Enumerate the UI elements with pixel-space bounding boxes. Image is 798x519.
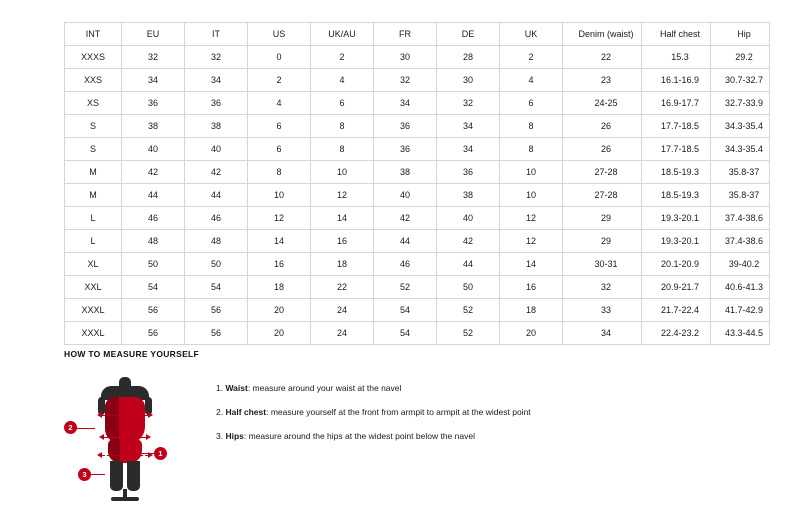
cell-us: 18 <box>248 276 311 299</box>
table-row <box>65 69 770 92</box>
cell-it: 44 <box>185 184 248 207</box>
column-header-fr: FR <box>374 23 437 46</box>
table-row <box>65 276 770 299</box>
cell-hip: 37.4-38.6 <box>711 207 770 230</box>
cell-fr: 32 <box>374 69 437 92</box>
cell-hip: 32.7-33.9 <box>711 92 770 115</box>
table-row <box>65 253 770 276</box>
cell-denim-waist: 29 <box>563 230 642 253</box>
cell-us: 20 <box>248 322 311 345</box>
cell-eu: 48 <box>122 230 185 253</box>
how-to-measure-section <box>64 349 744 503</box>
cell-hip: 34.3-35.4 <box>711 115 770 138</box>
cell-denim-waist: 24-25 <box>563 92 642 115</box>
waist-arrow-left-icon <box>99 434 104 440</box>
cell-uk-au: 4 <box>311 69 374 92</box>
column-header-int: INT <box>65 23 122 46</box>
cell-de: 42 <box>437 230 500 253</box>
cell-eu: 44 <box>122 184 185 207</box>
cell-half-chest: 16.9-17.7 <box>642 92 711 115</box>
cell-de: 34 <box>437 115 500 138</box>
cell-denim-waist: 26 <box>563 138 642 161</box>
waist-measure-line <box>104 437 146 438</box>
cell-it: 56 <box>185 322 248 345</box>
note-waist-text: : measure around your waist at the navel <box>247 383 402 393</box>
chest-arrow-left-icon <box>97 412 102 418</box>
cell-fr: 34 <box>374 92 437 115</box>
cell-hip: 29.2 <box>711 46 770 69</box>
cell-uk-au: 24 <box>311 322 374 345</box>
cell-int: XXXS <box>65 46 122 69</box>
cell-us: 0 <box>248 46 311 69</box>
size-table-container <box>64 22 764 345</box>
cell-int: XXS <box>65 69 122 92</box>
cell-de: 28 <box>437 46 500 69</box>
cell-eu: 36 <box>122 92 185 115</box>
cell-it: 34 <box>185 69 248 92</box>
table-row <box>65 299 770 322</box>
cell-half-chest: 21.7-22.4 <box>642 299 711 322</box>
cell-hip: 35.8-37 <box>711 184 770 207</box>
cell-it: 50 <box>185 253 248 276</box>
cell-eu: 34 <box>122 69 185 92</box>
cell-de: 32 <box>437 92 500 115</box>
chest-arrow-right-icon <box>148 412 153 418</box>
cell-int: XXL <box>65 276 122 299</box>
note-hips-term: Hips <box>225 431 244 442</box>
cell-int: L <box>65 207 122 230</box>
cell-eu: 54 <box>122 276 185 299</box>
column-header-us: US <box>248 23 311 46</box>
cell-eu: 56 <box>122 299 185 322</box>
column-header-de: DE <box>437 23 500 46</box>
cell-fr: 54 <box>374 322 437 345</box>
note-waist-number: 1. <box>216 383 224 393</box>
cell-fr: 38 <box>374 161 437 184</box>
size-chart-table <box>64 22 770 345</box>
cell-hip: 39-40.2 <box>711 253 770 276</box>
cell-denim-waist: 32 <box>563 276 642 299</box>
cell-de: 38 <box>437 184 500 207</box>
cell-uk-au: 8 <box>311 115 374 138</box>
cell-eu: 50 <box>122 253 185 276</box>
cell-uk: 16 <box>500 276 563 299</box>
cell-uk-au: 22 <box>311 276 374 299</box>
cell-de: 52 <box>437 322 500 345</box>
table-row <box>65 92 770 115</box>
cell-fr: 44 <box>374 230 437 253</box>
cell-it: 32 <box>185 46 248 69</box>
cell-hip: 30.7-32.7 <box>711 69 770 92</box>
badge-2-leader-line <box>77 428 95 429</box>
cell-hip: 43.3-44.5 <box>711 322 770 345</box>
cell-uk: 6 <box>500 92 563 115</box>
cell-fr: 46 <box>374 253 437 276</box>
cell-half-chest: 16.1-16.9 <box>642 69 711 92</box>
cell-us: 20 <box>248 299 311 322</box>
cell-fr: 36 <box>374 138 437 161</box>
cell-eu: 32 <box>122 46 185 69</box>
mannequin-stand-base <box>111 497 139 501</box>
cell-uk-au: 6 <box>311 92 374 115</box>
cell-it: 40 <box>185 138 248 161</box>
cell-uk: 14 <box>500 253 563 276</box>
cell-de: 52 <box>437 299 500 322</box>
cell-uk-au: 2 <box>311 46 374 69</box>
cell-half-chest: 19.3-20.1 <box>642 207 711 230</box>
cell-int: S <box>65 115 122 138</box>
cell-uk-au: 16 <box>311 230 374 253</box>
column-header-hip: Hip <box>711 23 770 46</box>
cell-us: 6 <box>248 115 311 138</box>
column-header-denim-waist: Denim (waist) <box>563 23 642 46</box>
cell-us: 16 <box>248 253 311 276</box>
cell-int: XL <box>65 253 122 276</box>
cell-uk-au: 24 <box>311 299 374 322</box>
cell-uk-au: 10 <box>311 161 374 184</box>
section-title: HOW TO MEASURE YOURSELF <box>64 349 200 359</box>
table-row <box>65 207 770 230</box>
cell-fr: 52 <box>374 276 437 299</box>
cell-denim-waist: 33 <box>563 299 642 322</box>
cell-denim-waist: 26 <box>563 115 642 138</box>
measure-notes-list <box>216 373 531 456</box>
cell-it: 42 <box>185 161 248 184</box>
cell-half-chest: 17.7-18.5 <box>642 115 711 138</box>
cell-denim-waist: 30-31 <box>563 253 642 276</box>
cell-half-chest: 19.3-20.1 <box>642 230 711 253</box>
badge-3-leader-line <box>91 474 105 475</box>
half-chest-measure-line <box>102 415 148 416</box>
table-row <box>65 138 770 161</box>
cell-uk: 8 <box>500 115 563 138</box>
table-row <box>65 322 770 345</box>
cell-eu: 46 <box>122 207 185 230</box>
cell-fr: 42 <box>374 207 437 230</box>
cell-uk: 18 <box>500 299 563 322</box>
cell-int: S <box>65 138 122 161</box>
badge-hips: 3 <box>78 468 91 481</box>
cell-hip: 34.3-35.4 <box>711 138 770 161</box>
cell-eu: 42 <box>122 161 185 184</box>
cell-uk: 10 <box>500 184 563 207</box>
cell-us: 2 <box>248 69 311 92</box>
cell-denim-waist: 23 <box>563 69 642 92</box>
cell-denim-waist: 27-28 <box>563 161 642 184</box>
cell-it: 38 <box>185 115 248 138</box>
cell-de: 44 <box>437 253 500 276</box>
cell-half-chest: 18.5-19.3 <box>642 184 711 207</box>
cell-hip: 37.4-38.6 <box>711 230 770 253</box>
cell-it: 54 <box>185 276 248 299</box>
cell-hip: 41.7-42.9 <box>711 299 770 322</box>
cell-half-chest: 22.4-23.2 <box>642 322 711 345</box>
cell-us: 12 <box>248 207 311 230</box>
cell-uk: 8 <box>500 138 563 161</box>
cell-fr: 54 <box>374 299 437 322</box>
mannequin-leg-right <box>127 461 140 491</box>
cell-half-chest: 18.5-19.3 <box>642 161 711 184</box>
mannequin-leg-left <box>110 461 123 491</box>
cell-uk-au: 12 <box>311 184 374 207</box>
cell-us: 14 <box>248 230 311 253</box>
hip-arrow-left-icon <box>97 452 102 458</box>
cell-uk: 2 <box>500 46 563 69</box>
cell-half-chest: 20.1-20.9 <box>642 253 711 276</box>
cell-de: 36 <box>437 161 500 184</box>
cell-int: M <box>65 184 122 207</box>
mannequin-hip-shading <box>108 439 120 463</box>
cell-it: 56 <box>185 299 248 322</box>
cell-int: XXXL <box>65 299 122 322</box>
cell-eu: 40 <box>122 138 185 161</box>
table-row <box>65 46 770 69</box>
cell-us: 10 <box>248 184 311 207</box>
note-half-chest-text: : measure yourself at the front from armpit to armpit at the widest point <box>266 407 531 418</box>
cell-uk-au: 18 <box>311 253 374 276</box>
waist-arrow-right-icon <box>146 434 151 440</box>
cell-it: 46 <box>185 207 248 230</box>
note-hips-text: : measure around the hips at the widest point below the navel <box>243 431 475 442</box>
mannequin-diagram <box>64 373 194 503</box>
note-half-chest-term: Half chest <box>225 407 267 418</box>
cell-us: 8 <box>248 161 311 184</box>
cell-int: M <box>65 161 122 184</box>
cell-uk-au: 14 <box>311 207 374 230</box>
cell-int: XS <box>65 92 122 115</box>
note-hips <box>216 431 531 441</box>
cell-it: 48 <box>185 230 248 253</box>
cell-eu: 56 <box>122 322 185 345</box>
table-row <box>65 230 770 253</box>
note-hips-number: 3. <box>216 431 224 442</box>
cell-fr: 40 <box>374 184 437 207</box>
table-header-row <box>65 23 770 46</box>
cell-us: 4 <box>248 92 311 115</box>
column-header-it: IT <box>185 23 248 46</box>
mannequin-icon <box>92 377 158 501</box>
cell-eu: 38 <box>122 115 185 138</box>
table-row <box>65 115 770 138</box>
note-half-chest <box>216 407 531 417</box>
cell-denim-waist: 22 <box>563 46 642 69</box>
cell-de: 50 <box>437 276 500 299</box>
note-waist-term: Waist <box>225 383 248 393</box>
cell-de: 40 <box>437 207 500 230</box>
badge-half-chest: 2 <box>64 421 77 434</box>
cell-denim-waist: 27-28 <box>563 184 642 207</box>
table-row <box>65 161 770 184</box>
cell-de: 34 <box>437 138 500 161</box>
cell-half-chest: 17.7-18.5 <box>642 138 711 161</box>
cell-hip: 40.6-41.3 <box>711 276 770 299</box>
cell-us: 6 <box>248 138 311 161</box>
cell-uk-au: 8 <box>311 138 374 161</box>
column-header-half-chest: Half chest <box>642 23 711 46</box>
cell-half-chest: 20.9-21.7 <box>642 276 711 299</box>
cell-fr: 36 <box>374 115 437 138</box>
cell-it: 36 <box>185 92 248 115</box>
measure-body <box>64 373 744 503</box>
cell-uk: 4 <box>500 69 563 92</box>
cell-denim-waist: 29 <box>563 207 642 230</box>
column-header-eu: EU <box>122 23 185 46</box>
column-header-uk: UK <box>500 23 563 46</box>
cell-denim-waist: 34 <box>563 322 642 345</box>
cell-uk: 20 <box>500 322 563 345</box>
cell-int: XXXL <box>65 322 122 345</box>
badge-waist: 1 <box>154 447 167 460</box>
cell-half-chest: 15.3 <box>642 46 711 69</box>
cell-hip: 35.8-37 <box>711 161 770 184</box>
column-header-uk-au: UK/AU <box>311 23 374 46</box>
hip-measure-line <box>102 455 148 456</box>
note-waist <box>216 383 531 393</box>
cell-uk: 10 <box>500 161 563 184</box>
cell-fr: 30 <box>374 46 437 69</box>
cell-uk: 12 <box>500 207 563 230</box>
badge-1-leader-line <box>136 453 154 454</box>
cell-de: 30 <box>437 69 500 92</box>
note-half-chest-number: 2. <box>216 407 224 418</box>
cell-int: L <box>65 230 122 253</box>
table-row <box>65 184 770 207</box>
cell-uk: 12 <box>500 230 563 253</box>
